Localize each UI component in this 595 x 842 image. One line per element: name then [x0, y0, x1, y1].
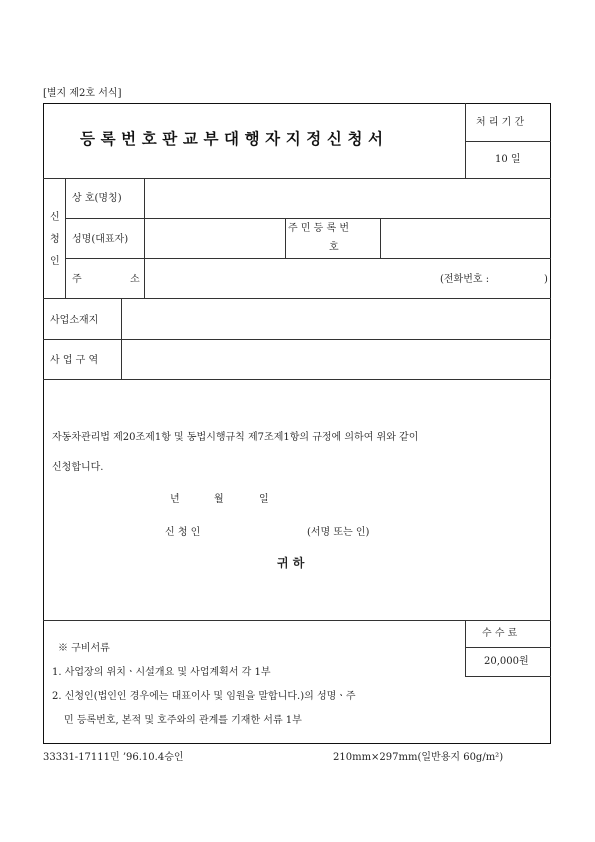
resident-number-label-line1: 주 민 등 록 번 — [288, 223, 350, 234]
addressee: 귀 하 — [277, 556, 305, 570]
processing-divider — [465, 141, 551, 142]
documents-item-2-line-1: 2. 신청인(법인인 경우에는 대표이사 및 임원을 말합니다.)의 성명ㆍ주 — [52, 691, 356, 702]
business-location-label: 사업소재지 — [50, 315, 99, 326]
documents-item-2-line-2: 민 등록번호, 본적 및 호주와의 관계를 기재한 서류 1부 — [64, 715, 302, 726]
fee-box-left — [465, 620, 466, 676]
address-label-right: 소 — [130, 274, 140, 285]
fee-value: 20,000원 — [484, 656, 529, 667]
date-year: 년 — [170, 494, 180, 505]
form-title: 등록번호판교부대행자지정신청서 — [80, 129, 389, 148]
applicant-field-divider — [144, 178, 145, 298]
applicant-label-divider — [65, 178, 66, 298]
business-area-field[interactable] — [123, 341, 549, 377]
applicant-bottom — [43, 298, 551, 299]
phone-label: (전화번호 : — [440, 274, 490, 285]
form-number: [별지 제2호 서식] — [43, 88, 122, 99]
representative-name-label: 성명(대표자) — [72, 234, 129, 245]
fee-label: 수 수 료 — [482, 628, 518, 639]
statement-line-2: 신청합니다. — [52, 462, 104, 473]
address-field[interactable] — [146, 260, 436, 296]
documents-item-1: 1. 사업장의 위치ㆍ시설개요 및 사업계획서 각 1부 — [52, 667, 271, 678]
address-label-left: 주 — [72, 274, 82, 285]
signature-field[interactable] — [215, 522, 303, 542]
area-row-bottom — [43, 379, 551, 380]
phone-field[interactable] — [500, 262, 542, 294]
applicant-label-char-2: 청 — [50, 234, 60, 245]
resident-number-label-line2: 호 — [329, 242, 339, 253]
representative-name-field[interactable] — [146, 220, 283, 256]
footer-approval: 33331-17111민 ’96.10.4승인 — [43, 752, 184, 763]
business-label-divider — [121, 298, 122, 379]
signature-sign: (서명 또는 인) — [307, 527, 370, 538]
processing-period-label: 처 리 기 간 — [476, 117, 525, 128]
trade-row-bottom — [65, 218, 551, 219]
title-divider — [465, 103, 466, 178]
applicant-label-char-3: 인 — [50, 256, 60, 267]
applicant-label-char-1: 신 — [50, 212, 60, 223]
signature-label: 신 청 인 — [165, 527, 201, 538]
footer-paper-size: 210mm×297mm(일반용지 60g/m²) — [333, 752, 504, 763]
fee-box-bottom — [465, 676, 551, 677]
resident-no-left — [285, 218, 286, 258]
fee-divider — [465, 647, 551, 648]
trade-name-field[interactable] — [146, 180, 549, 216]
phone-close: ) — [544, 274, 548, 285]
date-month: 월 — [214, 494, 224, 505]
resident-no-right — [380, 218, 381, 258]
name-row-bottom — [65, 258, 551, 259]
business-location-field[interactable] — [123, 300, 549, 337]
resident-number-field[interactable] — [382, 220, 549, 256]
statement-line-1: 자동차관리법 제20조제1항 및 동법시행규칙 제7조제1항의 규정에 의하여 위와 같이 — [52, 432, 419, 443]
trade-name-label: 상 호(명칭) — [72, 193, 122, 204]
business-area-label: 사 업 구 역 — [50, 355, 99, 366]
location-row-bottom — [43, 339, 551, 340]
date-day: 일 — [259, 494, 269, 505]
documents-header: ※ 구비서류 — [58, 643, 110, 654]
processing-period-value: 10 일 — [495, 154, 521, 165]
statement-bottom — [43, 620, 551, 621]
title-row-bottom — [43, 178, 551, 179]
